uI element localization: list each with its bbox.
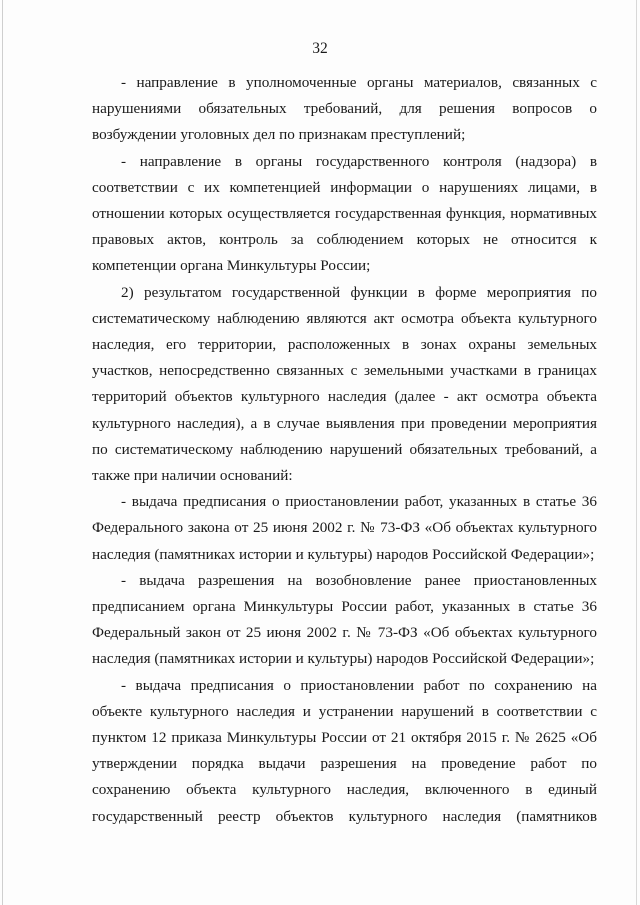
scan-edge-left — [2, 0, 3, 905]
paragraph-preservation-suspension-order: - выдача предписания о приостановлении работ по сохранению на объекте культурного наследия и устранении нарушений в соответствии с пунктом 12 приказа Минкультуры России от 21 октября 2015 г. № 2625 «Об утверждении порядка выдачи разрешения на проведение работ по сохранению объекта культурного наследия, включенного в единый государственный реестр объектов культурного наследия (памятников — [92, 676, 597, 825]
scan-edge-right — [636, 0, 637, 905]
paragraph-suspension-order: - выдача предписания о приостановлении работ, указанных в статье 36 Федерального закона от 25 июня 2002 г. № 73-ФЗ «Об объектах культурного наследия (памятниках истории и культуры) народов Российской Федерации»; — [92, 493, 597, 563]
paragraph-result-systematic-observation: 2) результатом государственной функции в форме мероприятия по систематическому наблюдению являются акт осмотра объекта культурного наследия, его территории, расположенных в зонах охраны земельных участков, непосредственно связанных с земельными участками в границах территорий объектов культурного наследия (далее - акт осмотра объекта культурного наследия), а в случае выявления при проведении мероприятия по систематическому наблюдению нарушений обязательных требований, а также при наличии оснований: — [92, 283, 597, 485]
paragraph-resumption-permit: - выдача разрешения на возобновление ранее приостановленных предписанием органа Минкультуры России работ, указанных в статье 36 Федеральный закон от 25 июня 2002 г. № 73-ФЗ «Об объектах культурного наследия (памятниках истории и культуры) народов Российской Федерации»; — [92, 571, 597, 668]
paragraph-referral-materials: - направление в уполномоченные органы материалов, связанных с нарушениями обязательных требований, для решения вопросов о возбуждении уголовных дел по признакам преступлений; — [92, 74, 597, 144]
page-number: 32 — [312, 40, 328, 57]
paragraph-referral-information: - направление в органы государственного контроля (надзора) в соответствии с их компетенцией информации о нарушениях лицами, в отношении которых осуществляется государственная функция, нормативных правовых актов, контроль за соблюдением которых не относится к компетенции органа Минкультуры России; — [92, 152, 597, 275]
body-text — [92, 70, 597, 830]
